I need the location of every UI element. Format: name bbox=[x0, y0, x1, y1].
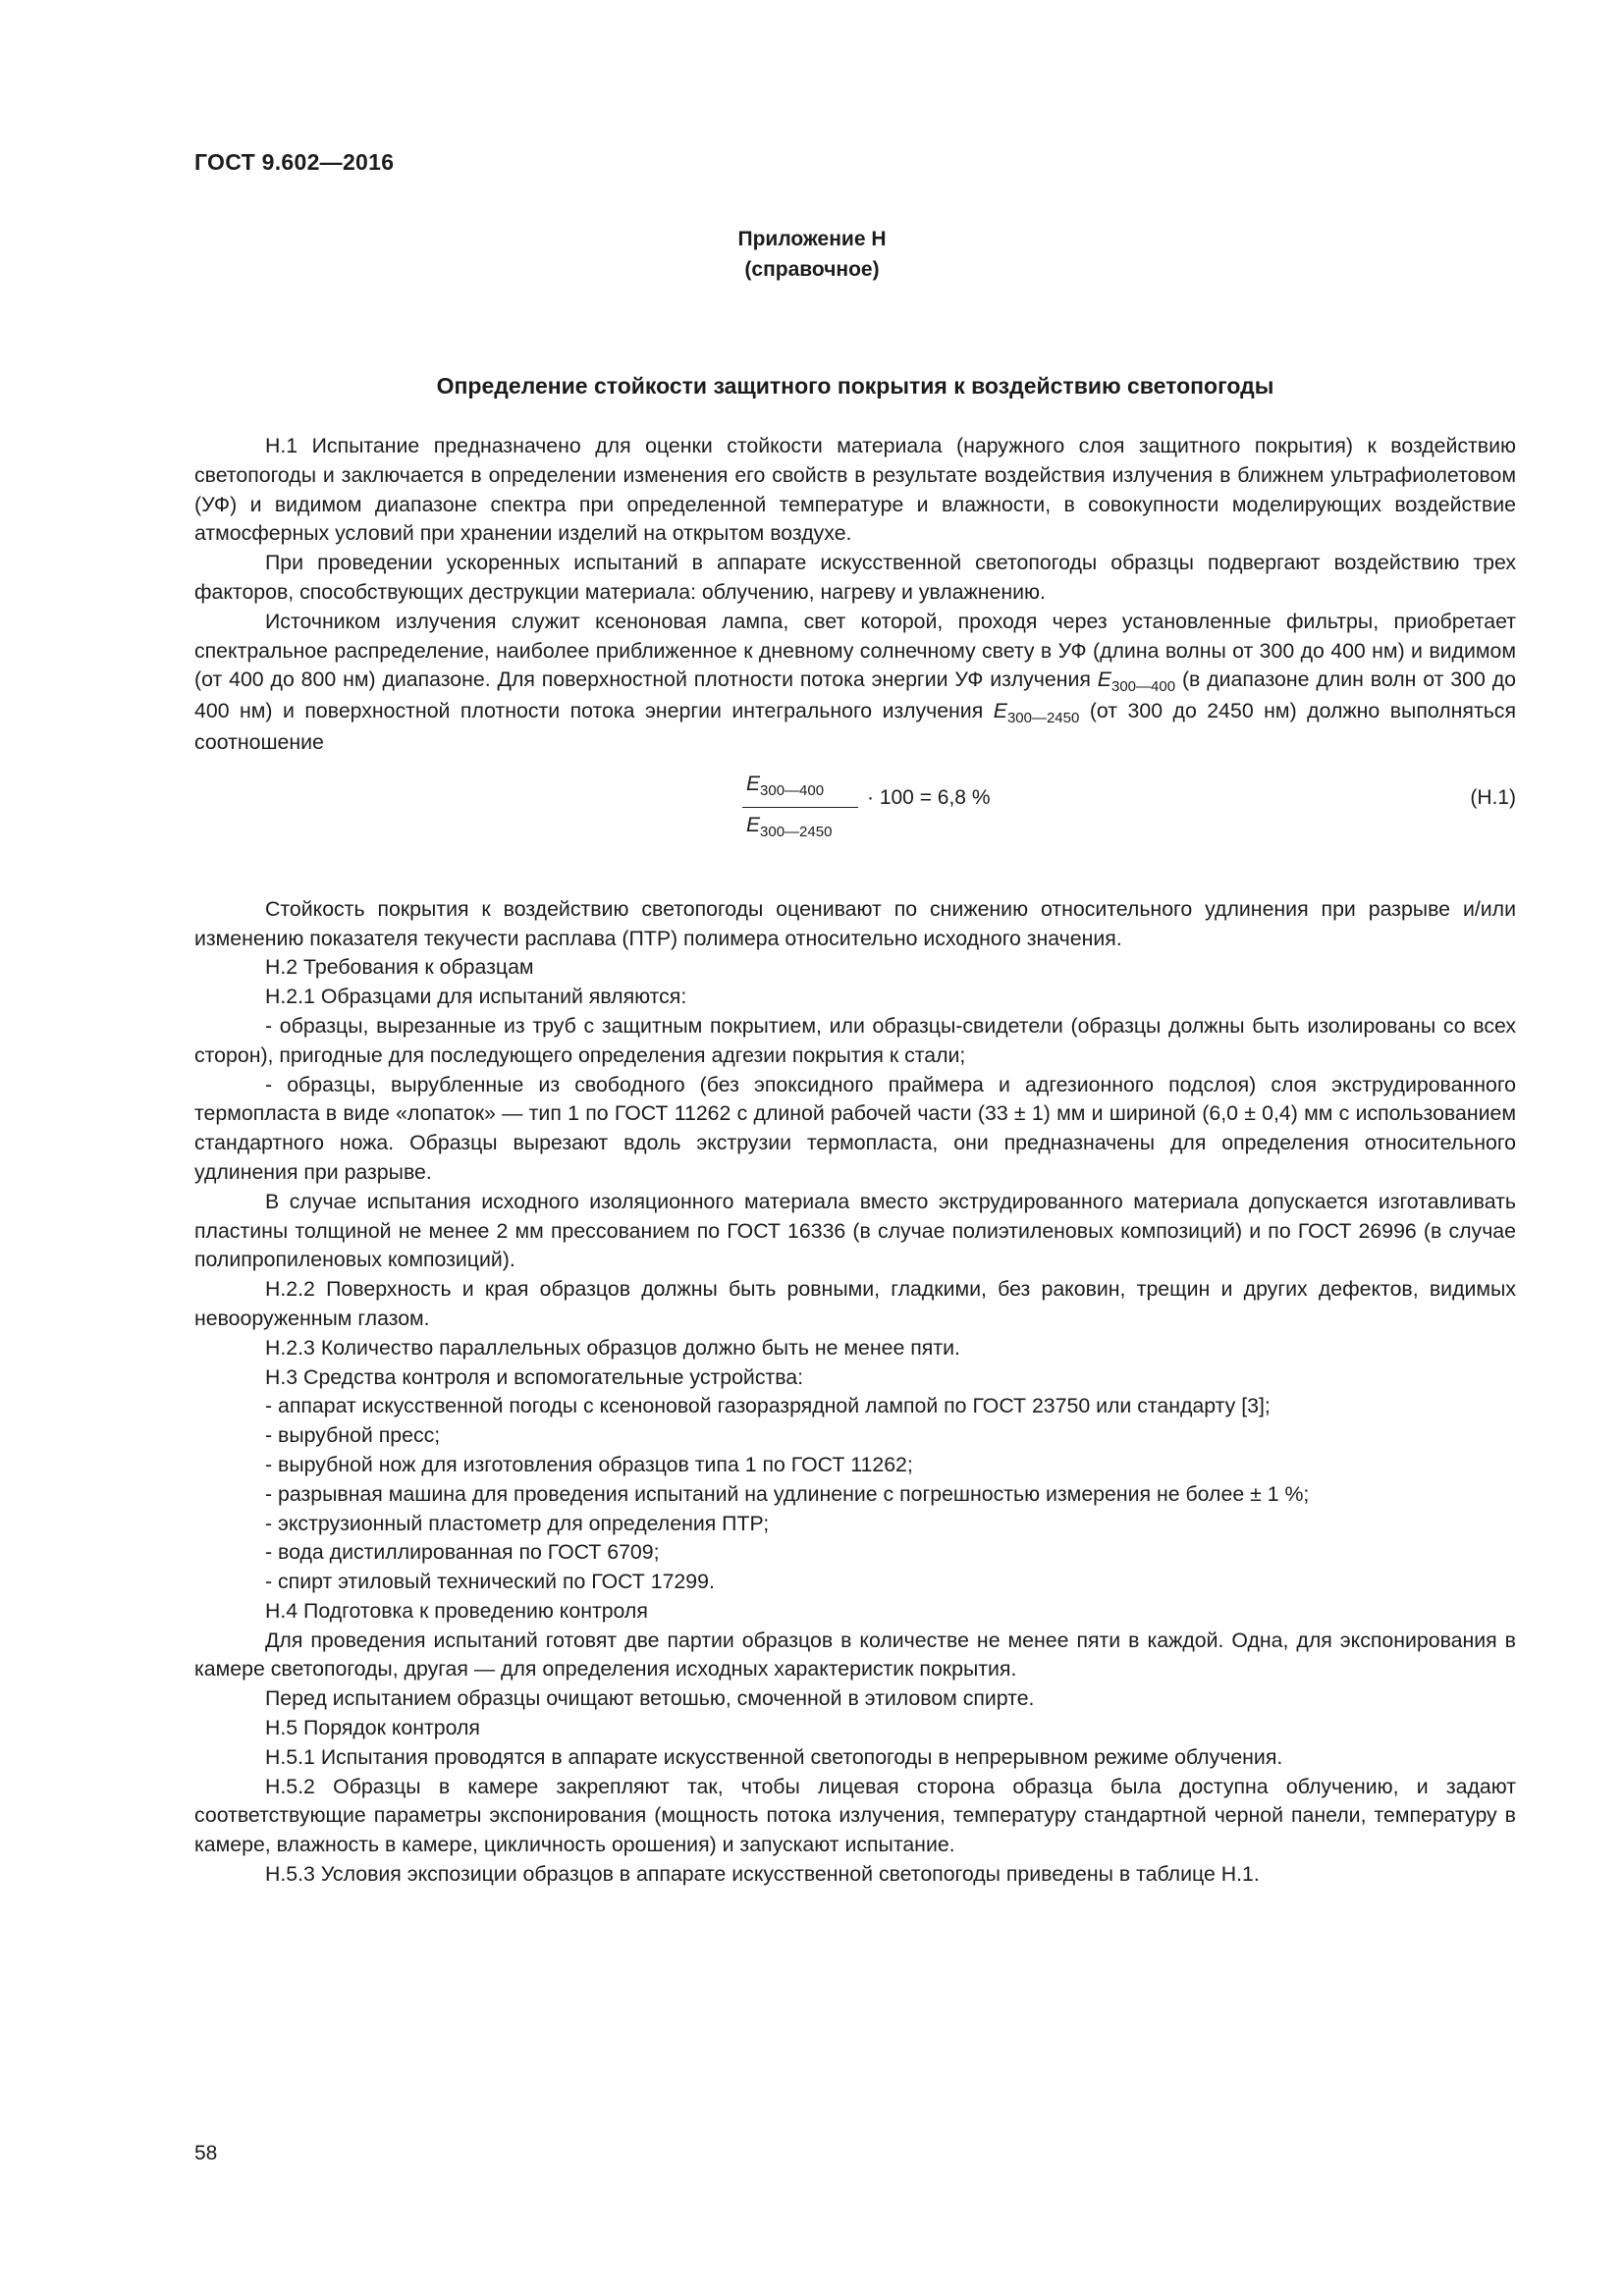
paragraph bbox=[194, 608, 1516, 758]
paragraph: Перед испытанием образцы очищают ветошью, смоченной в этиловом спирте. bbox=[265, 1686, 1035, 1711]
paragraph: Н.1 Испытание предназначено для оценки стойкости материала (наружного слоя защитного покрытия) к воздействию светопогоды и заключается в определении изменения его свойств в результате воздействия излучения в ближнем ультрафиолетовом (УФ) и видимом диапазоне спектра при определенной температуре и влажности, в совокупности моделирующих воздействие атмосферных условий при хранении изделий на открытом воздухе. bbox=[194, 434, 1516, 546]
paragraph: Н.2.1 Образцами для испытаний являются: bbox=[265, 985, 687, 1009]
paragraph: В случае испытания исходного изоляционного материала вместо экструдированного материала допускается изготавливать пластины толщиной не менее 2 мм прессованием по ГОСТ 16336 (в случае полиэтиленовых композиций) и по ГОСТ 26996 (в случае полипропиленовых композиций). bbox=[194, 1189, 1516, 1272]
annex-label: Приложение Н bbox=[737, 228, 887, 250]
paragraph: - вырубной нож для изготовления образцов типа 1 по ГОСТ 11262; bbox=[265, 1452, 913, 1476]
standard-code-header: ГОСТ 9.602—2016 bbox=[194, 149, 395, 175]
variable-e: E bbox=[993, 699, 1007, 723]
paragraph: Н.2.3 Количество параллельных образцов должно быть не менее пяти. bbox=[265, 1335, 960, 1360]
subscript: 300—2450 bbox=[1006, 710, 1080, 727]
paragraph: Н.3 Средства контроля и вспомогательные устройства: bbox=[265, 1364, 804, 1389]
paragraph: - аппарат искусственной погоды с ксеноновой газоразрядной лампой по ГОСТ 23750 или стандарту [3]; bbox=[265, 1394, 1271, 1418]
paragraph: - спирт этиловый технический по ГОСТ 17299. bbox=[265, 1570, 715, 1594]
formula-denominator bbox=[740, 811, 832, 842]
paragraph: Н.4 Подготовка к проведению контроля bbox=[265, 1598, 648, 1623]
fraction-bar bbox=[742, 807, 858, 808]
paragraph: - вырубной пресс; bbox=[265, 1423, 441, 1448]
paragraph: - разрывная машина для проведения испытаний на удлинение с погрешностью измерения не более ± 1 %; bbox=[265, 1481, 1310, 1506]
paragraph: Н.2 Требования к образцам bbox=[265, 955, 534, 980]
text-run: (в диапазоне длин волн от 300 до 400 нм) и поверхностной плотности потока энергии интегрального излучения bbox=[194, 667, 1516, 723]
variable-e: E bbox=[746, 772, 761, 795]
paragraph: - экструзионный пластометр для определения ПТР; bbox=[265, 1511, 770, 1535]
subscript: 300—400 bbox=[1111, 678, 1176, 696]
variable-e: E bbox=[746, 813, 761, 836]
formula-numerator bbox=[740, 770, 824, 801]
paragraph: Стойкость покрытия к воздействию светопогоды оценивают по снижению относительного удлинения при разрыве и/или изменению показателя текучести расплава (ПТР) полимера относительно исходного значения. bbox=[194, 896, 1516, 950]
paragraph: Н.5.3 Условия экспозиции образцов в аппарате искусственной светопогоды приведены в таблице Н.1. bbox=[265, 1862, 1260, 1887]
annex-heading bbox=[0, 224, 1624, 285]
paragraph: Н.5 Порядок контроля bbox=[265, 1716, 480, 1740]
annex-title: Определение стойкости защитного покрытия к воздействию светопогоды bbox=[436, 373, 1274, 399]
annex-type: (справочное) bbox=[744, 258, 880, 281]
paragraph: Для проведения испытаний готовят две партии образцов в количестве не менее пяти в каждой. Одна, для экспонирования в камере светопогоды, другая — для определения исходных характеристик покрытия. bbox=[194, 1628, 1516, 1682]
text-run: (от 300 до 2450 нм) должно выполняться соотношение bbox=[194, 699, 1516, 754]
paragraph: Н.5.2 Образцы в камере закрепляют так, чтобы лицевая сторона образца была доступна облучению, и задают соответствующие параметры экспонирования (мощность потока излучения, температуру стандартной черной панели, температуру в камере, влажность в камере, цикличность орошения) и запускают испытание. bbox=[194, 1774, 1516, 1857]
paragraph: При проведении ускоренных испытаний в аппарате искусственной светопогоды образцы подвергают воздействию трех факторов, способствующих деструкции материала: облучению, нагреву и увлажнению. bbox=[194, 551, 1516, 604]
page-number: 58 bbox=[194, 2142, 218, 2164]
document-body bbox=[194, 432, 1516, 1890]
formula-number: (Н.1) bbox=[1470, 785, 1516, 809]
paragraph: - вода дистиллированная по ГОСТ 6709; bbox=[265, 1540, 660, 1565]
subscript: 300—400 bbox=[760, 781, 825, 799]
paragraph: - образцы, вырезанные из труб с защитным покрытием, или образцы-свидетели (образцы должны быть изолированы со всех сторон), пригодные для последующего определения адгезии покрытия к стали; bbox=[194, 1013, 1516, 1067]
paragraph-list bbox=[194, 895, 1516, 1890]
subscript: 300—2450 bbox=[760, 823, 833, 840]
text-run: Источником излучения служит ксеноновая лампа, свет которой, проходя через установленные фильтры, приобретает спектральное распределение, наиболее приближенное к дневному солнечному свету в УФ (длина волны от 300 до 400 нм) и видимом (от 400 до 800 нм) диапазоне. Для поверхностной плотности потока энергии УФ излучения bbox=[194, 609, 1516, 692]
formula-expression: · 100 = 6,8 % bbox=[867, 785, 991, 809]
paragraph: - образцы, вырубленные из свободного (без эпоксидного праймера и адгезионного подслоя) слоя экструдированного термопласта в виде «лопаток» — тип 1 по ГОСТ 11262 с длиной рабочей части (33 ± 1) мм и шириной (6,0 ± 0,4) мм с использованием стандартного ножа. Образцы вырезают вдоль экструзии термопласта, они предназначены для определения относительного удлинения при разрыве. bbox=[194, 1072, 1516, 1184]
formula-block bbox=[194, 758, 1516, 895]
variable-e: E bbox=[1097, 667, 1111, 692]
paragraph: Н.2.2 Поверхность и края образцов должны быть ровными, гладкими, без раковин, трещин и других дефектов, видимых невооруженным глазом. bbox=[194, 1277, 1516, 1330]
paragraph: Н.5.1 Испытания проводятся в аппарате искусственной светопогоды в непрерывном режиме облучения. bbox=[265, 1744, 1283, 1769]
